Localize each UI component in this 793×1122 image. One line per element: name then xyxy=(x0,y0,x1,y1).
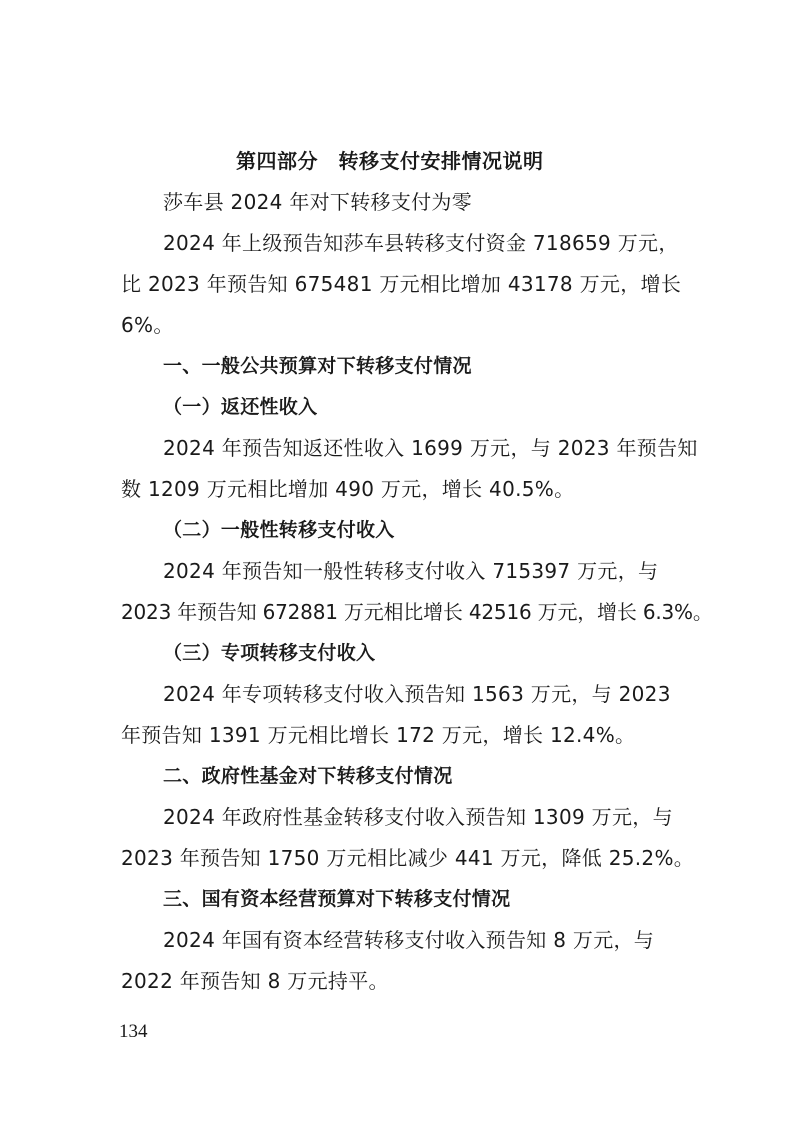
section-1-sub-1-line-2: 数 1209 万元相比增加 490 万元，增长 40.5%。 xyxy=(121,477,575,501)
section-2-line-2: 2023 年预告知 1750 万元相比减少 441 万元，降低 25.2%。 xyxy=(121,846,695,870)
section-1-sub-2-line-2: 2023 年预告知 672881 万元相比增长 42516 万元，增长 6.3%。 xyxy=(121,600,713,624)
section-1-sub-3-line-2: 年预告知 1391 万元相比增长 172 万元，增长 12.4%。 xyxy=(121,723,636,747)
section-2-line-1: 2024 年政府性基金转移支付收入预告知 1309 万元，与 xyxy=(163,805,673,829)
page-number: 134 xyxy=(119,1021,148,1042)
section-1-sub-3-heading: （三）专项转移支付收入 xyxy=(163,642,376,664)
section-3-heading: 三、国有资本经营预算对下转移支付情况 xyxy=(163,888,511,910)
section-1-sub-2-line-1: 2024 年预告知一般性转移支付收入 715397 万元，与 xyxy=(163,559,659,583)
section-2-heading: 二、政府性基金对下转移支付情况 xyxy=(163,765,453,787)
summary-line-2: 比 2023 年预告知 675481 万元相比增加 43178 万元，增长 xyxy=(121,272,682,296)
section-3-line-1: 2024 年国有资本经营转移支付收入预告知 8 万元，与 xyxy=(163,928,655,952)
section-1-sub-1-heading: （一）返还性收入 xyxy=(163,396,318,418)
summary-line-3: 6%。 xyxy=(121,313,174,337)
page-title: 第四部分 转移支付安排情况说明 xyxy=(236,149,544,173)
intro-paragraph: 莎车县 2024 年对下转移支付为零 xyxy=(163,190,473,214)
section-1-sub-1-line-1: 2024 年预告知返还性收入 1699 万元，与 2023 年预告知 xyxy=(163,436,698,460)
section-1-heading: 一、一般公共预算对下转移支付情况 xyxy=(163,355,472,377)
summary-line-1: 2024 年上级预告知莎车县转移支付资金 718659 万元， xyxy=(163,231,679,255)
section-1-sub-2-heading: （二）一般性转移支付收入 xyxy=(163,519,395,541)
section-1-sub-3-line-1: 2024 年专项转移支付收入预告知 1563 万元，与 2023 xyxy=(163,682,671,706)
section-3-line-2: 2022 年预告知 8 万元持平。 xyxy=(121,969,389,993)
